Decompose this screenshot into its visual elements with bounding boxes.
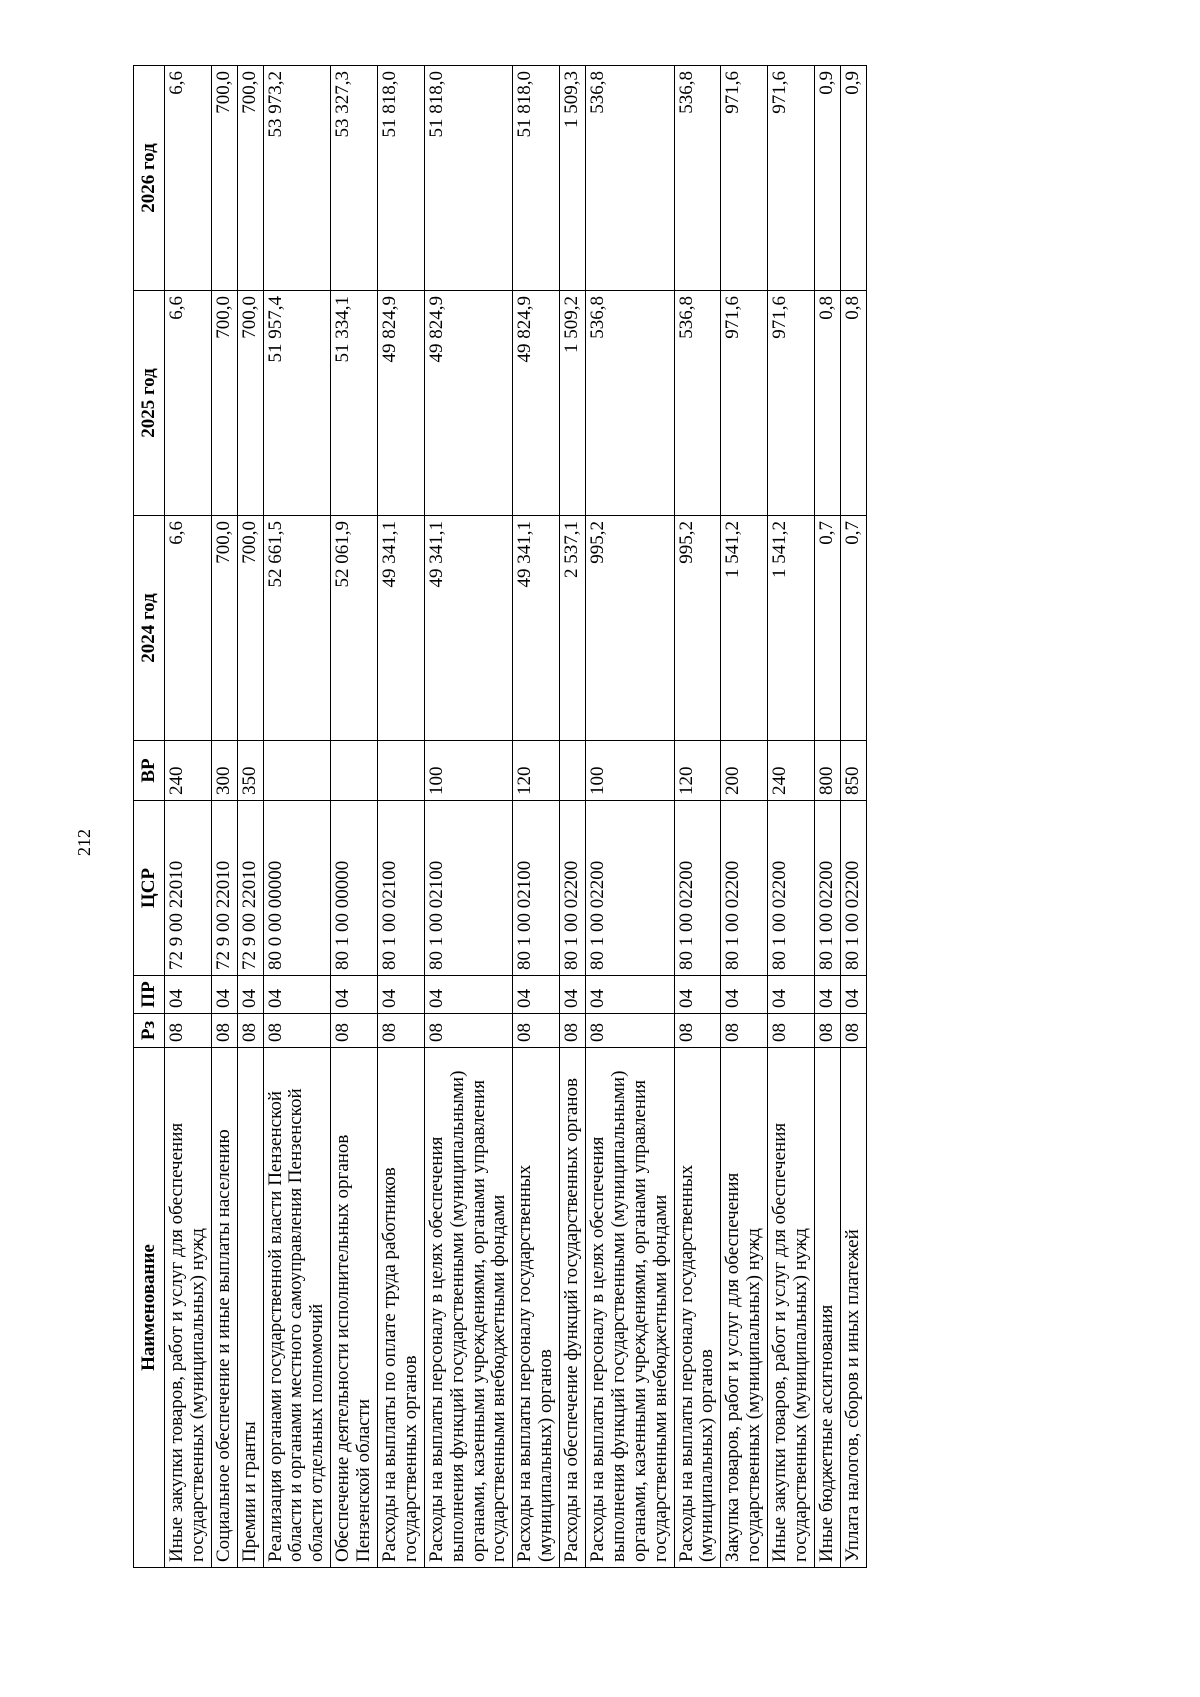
table-row xyxy=(211,66,237,1568)
cell-csr: 72 9 00 22010 xyxy=(211,801,237,976)
cell-rz: 08 xyxy=(165,1014,212,1048)
cell-pr: 04 xyxy=(768,976,815,1014)
table-row xyxy=(378,66,425,1568)
cell-rz: 08 xyxy=(586,1014,675,1048)
header-2025: 2025 год xyxy=(134,291,165,516)
cell-name: Расходы на выплаты персоналу государственных (муниципальных) органов xyxy=(674,1048,721,1568)
cell-2026: 53 327,3 xyxy=(331,66,378,291)
table-row xyxy=(165,66,212,1568)
cell-2026: 53 973,2 xyxy=(263,66,331,291)
cell-pr: 04 xyxy=(424,976,513,1014)
cell-pr: 04 xyxy=(674,976,721,1014)
rotated-table-container xyxy=(133,66,1013,1568)
cell-2025: 49 824,9 xyxy=(378,291,425,516)
cell-pr: 04 xyxy=(840,976,866,1014)
cell-vr: 300 xyxy=(211,741,237,801)
cell-2025: 51 957,4 xyxy=(263,291,331,516)
table-row xyxy=(424,66,513,1568)
cell-2024: 49 341,1 xyxy=(424,516,513,741)
cell-2024: 49 341,1 xyxy=(513,516,560,741)
cell-2024: 52 661,5 xyxy=(263,516,331,741)
cell-name: Уплата налогов, сборов и иных платежей xyxy=(840,1048,866,1568)
cell-2024: 49 341,1 xyxy=(378,516,425,741)
cell-name: Расходы на выплаты персоналу государственных (муниципальных) органов xyxy=(513,1048,560,1568)
cell-rz: 08 xyxy=(560,1014,586,1048)
cell-pr: 04 xyxy=(211,976,237,1014)
cell-rz: 08 xyxy=(211,1014,237,1048)
cell-2025: 51 334,1 xyxy=(331,291,378,516)
cell-2025: 49 824,9 xyxy=(424,291,513,516)
cell-csr: 80 1 00 02100 xyxy=(513,801,560,976)
cell-2024: 1 541,2 xyxy=(768,516,815,741)
cell-csr: 80 1 00 02200 xyxy=(721,801,768,976)
budget-table xyxy=(133,65,867,1568)
table-row xyxy=(560,66,586,1568)
cell-name: Иные закупки товаров, работ и услуг для обеспечения государственных (муниципальных) нужд xyxy=(165,1048,212,1568)
cell-rz: 08 xyxy=(378,1014,425,1048)
header-vr: ВР xyxy=(134,741,165,801)
table-row xyxy=(814,66,840,1568)
cell-2024: 0,7 xyxy=(840,516,866,741)
cell-name: Социальное обеспечение и иные выплаты населению xyxy=(211,1048,237,1568)
cell-csr: 80 1 00 02200 xyxy=(768,801,815,976)
cell-csr: 80 1 00 02100 xyxy=(424,801,513,976)
cell-2026: 536,8 xyxy=(586,66,675,291)
cell-vr: 350 xyxy=(237,741,263,801)
cell-2026: 536,8 xyxy=(674,66,721,291)
cell-vr xyxy=(263,741,331,801)
table-row xyxy=(331,66,378,1568)
cell-2024: 995,2 xyxy=(674,516,721,741)
cell-2025: 0,8 xyxy=(814,291,840,516)
cell-rz: 08 xyxy=(263,1014,331,1048)
cell-2026: 51 818,0 xyxy=(378,66,425,291)
cell-name: Расходы на обеспечение функций государственных органов xyxy=(560,1048,586,1568)
cell-csr: 80 0 00 00000 xyxy=(263,801,331,976)
cell-pr: 04 xyxy=(560,976,586,1014)
cell-rz: 08 xyxy=(331,1014,378,1048)
cell-2025: 971,6 xyxy=(768,291,815,516)
cell-csr: 80 1 00 02200 xyxy=(586,801,675,976)
cell-pr: 04 xyxy=(263,976,331,1014)
table-row xyxy=(840,66,866,1568)
cell-vr: 120 xyxy=(674,741,721,801)
cell-2025: 700,0 xyxy=(237,291,263,516)
table-row xyxy=(721,66,768,1568)
cell-vr xyxy=(560,741,586,801)
table-row xyxy=(263,66,331,1568)
cell-vr: 120 xyxy=(513,741,560,801)
cell-name: Расходы на выплаты персоналу в целях обеспечения выполнения функций государственными (муниципальными) органами, казенными учреждениями, органами управления государственными внебюджетными фондами xyxy=(424,1048,513,1568)
table-header-row xyxy=(134,66,165,1568)
cell-vr: 240 xyxy=(768,741,815,801)
cell-vr: 240 xyxy=(165,741,212,801)
cell-vr: 850 xyxy=(840,741,866,801)
cell-2026: 1 509,3 xyxy=(560,66,586,291)
cell-vr xyxy=(331,741,378,801)
cell-rz: 08 xyxy=(768,1014,815,1048)
cell-name: Иные бюджетные ассигнования xyxy=(814,1048,840,1568)
cell-2026: 0,9 xyxy=(814,66,840,291)
cell-2025: 1 509,2 xyxy=(560,291,586,516)
header-pr: ПР xyxy=(134,976,165,1014)
cell-csr: 72 9 00 22010 xyxy=(237,801,263,976)
cell-2026: 971,6 xyxy=(721,66,768,291)
cell-2024: 700,0 xyxy=(211,516,237,741)
cell-2024: 0,7 xyxy=(814,516,840,741)
cell-2024: 2 537,1 xyxy=(560,516,586,741)
cell-2024: 995,2 xyxy=(586,516,675,741)
cell-2026: 971,6 xyxy=(768,66,815,291)
cell-name: Реализация органами государственной власти Пензенской области и органами местного самоуправления Пензенской области отдельных полномочий xyxy=(263,1048,331,1568)
cell-pr: 04 xyxy=(378,976,425,1014)
cell-pr: 04 xyxy=(721,976,768,1014)
cell-pr: 04 xyxy=(814,976,840,1014)
cell-csr: 80 1 00 02200 xyxy=(840,801,866,976)
cell-rz: 08 xyxy=(237,1014,263,1048)
header-csr: ЦСР xyxy=(134,801,165,976)
cell-name: Закупка товаров, работ и услуг для обеспечения государственных (муниципальных) нужд xyxy=(721,1048,768,1568)
cell-csr: 72 9 00 22010 xyxy=(165,801,212,976)
cell-rz: 08 xyxy=(814,1014,840,1048)
cell-2026: 6,6 xyxy=(165,66,212,291)
header-2024: 2024 год xyxy=(134,516,165,741)
cell-name: Расходы на выплаты персоналу в целях обеспечения выполнения функций государственными (муниципальными) органами, казенными учреждениями, органами управления государственными внебюджетными фондами xyxy=(586,1048,675,1568)
cell-2025: 536,8 xyxy=(586,291,675,516)
cell-vr: 800 xyxy=(814,741,840,801)
header-name: Наименование xyxy=(134,1048,165,1568)
cell-rz: 08 xyxy=(424,1014,513,1048)
cell-2024: 52 061,9 xyxy=(331,516,378,741)
header-rz: Рз xyxy=(134,1014,165,1048)
cell-2026: 0,9 xyxy=(840,66,866,291)
cell-name: Расходы на выплаты по оплате труда работников государственных органов xyxy=(378,1048,425,1568)
table-row xyxy=(674,66,721,1568)
cell-csr: 80 1 00 02100 xyxy=(378,801,425,976)
cell-2024: 700,0 xyxy=(237,516,263,741)
cell-csr: 80 1 00 02200 xyxy=(560,801,586,976)
cell-vr xyxy=(378,741,425,801)
cell-2025: 0,8 xyxy=(840,291,866,516)
cell-pr: 04 xyxy=(165,976,212,1014)
cell-rz: 08 xyxy=(840,1014,866,1048)
cell-csr: 80 1 00 02200 xyxy=(814,801,840,976)
table-row xyxy=(586,66,675,1568)
cell-pr: 04 xyxy=(513,976,560,1014)
cell-vr: 100 xyxy=(424,741,513,801)
cell-2025: 700,0 xyxy=(211,291,237,516)
cell-2025: 536,8 xyxy=(674,291,721,516)
cell-vr: 200 xyxy=(721,741,768,801)
cell-pr: 04 xyxy=(237,976,263,1014)
cell-2026: 51 818,0 xyxy=(513,66,560,291)
cell-2024: 1 541,2 xyxy=(721,516,768,741)
cell-2026: 51 818,0 xyxy=(424,66,513,291)
table-row xyxy=(768,66,815,1568)
table-row xyxy=(237,66,263,1568)
header-2026: 2026 год xyxy=(134,66,165,291)
cell-csr: 80 1 00 02200 xyxy=(674,801,721,976)
cell-2025: 971,6 xyxy=(721,291,768,516)
cell-rz: 08 xyxy=(721,1014,768,1048)
cell-2026: 700,0 xyxy=(211,66,237,291)
cell-2024: 6,6 xyxy=(165,516,212,741)
cell-csr: 80 1 00 00000 xyxy=(331,801,378,976)
cell-rz: 08 xyxy=(513,1014,560,1048)
cell-name: Обеспечение деятельности исполнительных органов Пензенской области xyxy=(331,1048,378,1568)
table-row xyxy=(513,66,560,1568)
cell-vr: 100 xyxy=(586,741,675,801)
cell-name: Иные закупки товаров, работ и услуг для обеспечения государственных (муниципальных) нужд xyxy=(768,1048,815,1568)
cell-2026: 700,0 xyxy=(237,66,263,291)
cell-pr: 04 xyxy=(331,976,378,1014)
cell-name: Премии и гранты xyxy=(237,1048,263,1568)
cell-pr: 04 xyxy=(586,976,675,1014)
cell-rz: 08 xyxy=(674,1014,721,1048)
cell-2025: 6,6 xyxy=(165,291,212,516)
cell-2025: 49 824,9 xyxy=(513,291,560,516)
page-number: 212 xyxy=(74,829,94,856)
